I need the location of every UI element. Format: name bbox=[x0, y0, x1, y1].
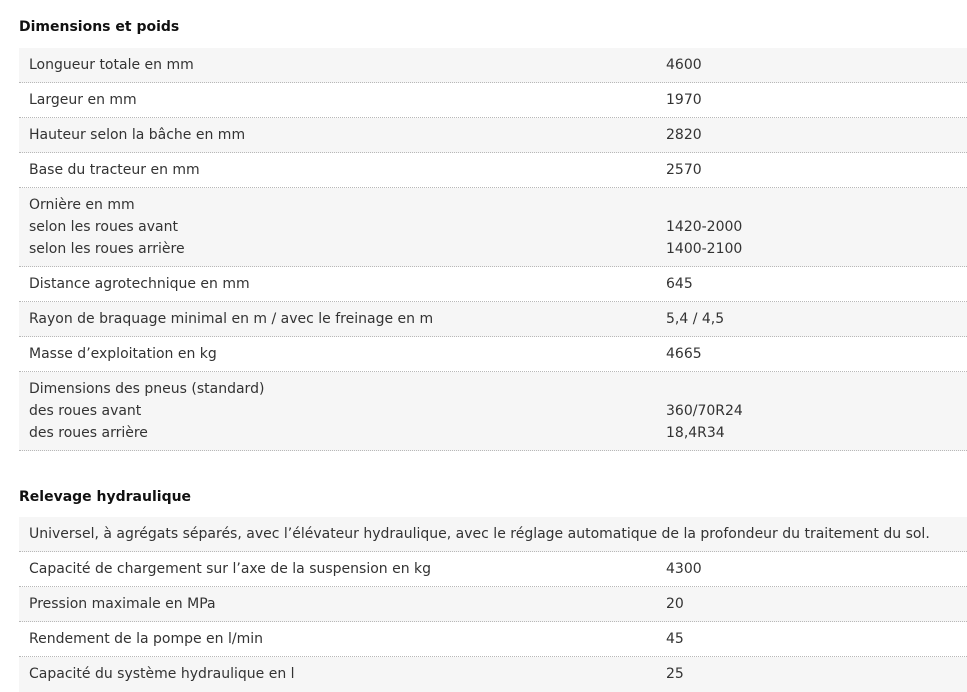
row-value: 4665 bbox=[666, 346, 702, 362]
row-label-group bbox=[29, 194, 185, 260]
row-label: Ornière en mm bbox=[29, 197, 135, 213]
spec-table-hydraulic bbox=[19, 517, 967, 692]
row-sublabel: selon les roues avant bbox=[29, 219, 178, 235]
row-label: Rendement de la pompe en l/min bbox=[29, 631, 264, 647]
row-sublabel: selon les roues arrière bbox=[29, 241, 185, 257]
row-label: Base du tracteur en mm bbox=[29, 162, 200, 178]
row-value: 20 bbox=[666, 596, 684, 612]
row-label: Largeur en mm bbox=[29, 92, 137, 108]
row-value: 1400-2100 bbox=[666, 241, 743, 257]
table-row bbox=[19, 188, 967, 267]
table-row bbox=[19, 517, 967, 552]
table-row bbox=[19, 48, 967, 83]
row-value: 2570 bbox=[666, 162, 702, 178]
table-row bbox=[19, 118, 967, 153]
row-value: 4600 bbox=[666, 57, 702, 73]
row-value: 360/70R24 bbox=[666, 403, 743, 419]
row-label: Rayon de braquage minimal en m / avec le freinage en m bbox=[29, 311, 434, 327]
table-row bbox=[19, 622, 967, 657]
row-label: Capacité de chargement sur l’axe de la suspension en kg bbox=[29, 561, 432, 577]
row-label-group bbox=[29, 378, 264, 444]
row-label: Dimensions des pneus (standard) bbox=[29, 381, 265, 397]
row-label: Distance agrotechnique en mm bbox=[29, 276, 250, 292]
row-label: Masse d’exploitation en kg bbox=[29, 346, 217, 362]
section-title-hydraulic: Relevage hydraulique bbox=[19, 489, 192, 505]
row-value-group bbox=[666, 194, 742, 260]
row-value: 2820 bbox=[666, 127, 702, 143]
row-sublabel: des roues avant bbox=[29, 403, 142, 419]
row-description: Universel, à agrégats séparés, avec l’élévateur hydraulique, avec le réglage automatique de la profondeur du traitement du sol. bbox=[29, 526, 930, 542]
row-value: 5,4 / 4,5 bbox=[666, 311, 725, 327]
row-label: Capacité du système hydraulique en l bbox=[29, 666, 295, 682]
row-value: 25 bbox=[666, 666, 684, 682]
row-value: 645 bbox=[666, 276, 693, 292]
row-value: 1420-2000 bbox=[666, 219, 743, 235]
row-value-group bbox=[666, 378, 743, 444]
table-row bbox=[19, 153, 967, 188]
section-title-dimensions: Dimensions et poids bbox=[19, 19, 180, 35]
table-row bbox=[19, 267, 967, 302]
row-sublabel: des roues arrière bbox=[29, 425, 148, 441]
table-row bbox=[19, 372, 967, 451]
row-value: 45 bbox=[666, 631, 684, 647]
row-value: 18,4R34 bbox=[666, 425, 725, 441]
row-label: Pression maximale en MPa bbox=[29, 596, 216, 612]
table-row bbox=[19, 552, 967, 587]
row-value: 1970 bbox=[666, 92, 702, 108]
row-value: 4300 bbox=[666, 561, 702, 577]
row-label: Longueur totale en mm bbox=[29, 57, 194, 73]
table-row bbox=[19, 337, 967, 372]
table-row bbox=[19, 587, 967, 622]
table-row bbox=[19, 302, 967, 337]
table-row bbox=[19, 657, 967, 692]
row-label: Hauteur selon la bâche en mm bbox=[29, 127, 246, 143]
table-row bbox=[19, 83, 967, 118]
spec-table-dimensions bbox=[19, 48, 967, 451]
